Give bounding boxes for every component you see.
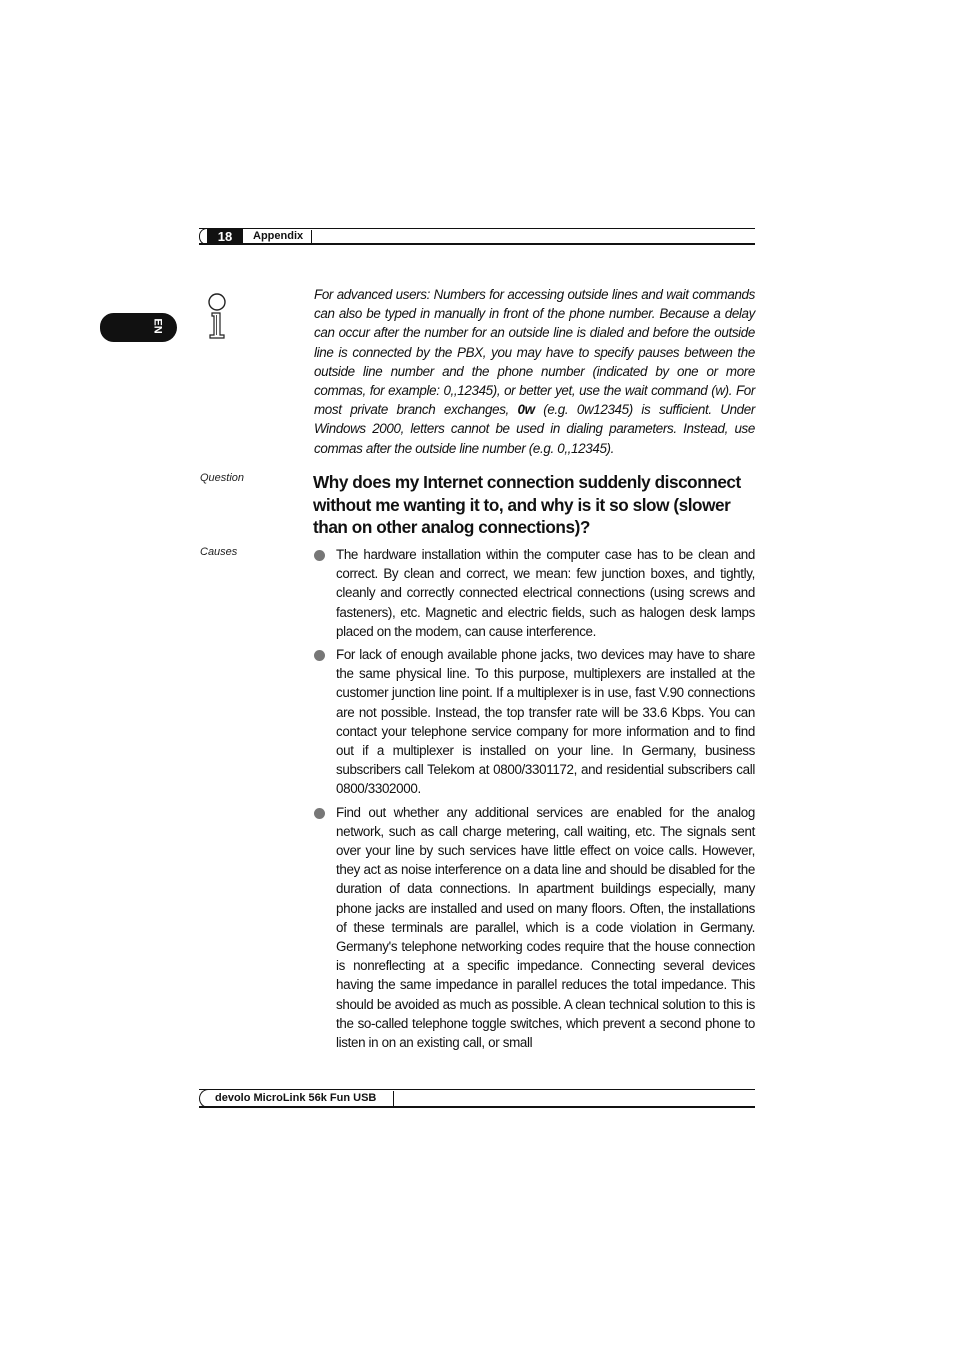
list-item <box>313 545 755 641</box>
list-item <box>313 645 755 799</box>
bullet-icon <box>314 808 325 819</box>
page-footer <box>199 1089 755 1108</box>
section-title: Appendix <box>253 230 304 242</box>
advanced-users-note <box>314 285 755 458</box>
language-tab <box>100 313 177 342</box>
header-separator <box>311 230 312 244</box>
bullet-icon <box>314 550 325 561</box>
header-cap <box>199 228 207 245</box>
footer-separator <box>393 1091 394 1106</box>
list-item <box>313 803 755 1053</box>
question-heading: Why does my Internet connection suddenly disconnect without me wanting it to, and why is it so slow (slower than on other analog connections)? <box>313 472 741 538</box>
language-label: EN <box>151 318 164 334</box>
page-number: 18 <box>207 228 243 245</box>
list-item-text: The hardware installation within the computer case has to be clean and correct. By clean and correct, we mean: few junction boxes, and tightly, cleanly and correctly connected electrical connections (using screws and fasteners), etc. Magnetic and electric fields, such as halogen desk lamps placed on the modem, can cause interference. <box>336 547 755 639</box>
causes-label: Causes <box>200 546 238 558</box>
note-emphasis: 0w <box>517 402 535 418</box>
list-item-text: Find out whether any additional services are enabled for the analog network, such as call charge metering, call waiting, etc. The signals sent over your line by such services have little effect on voice calls. However, they act as noise interference on a data line and should be disabled for the duration of data connections. In apartment buildings especially, many phone jacks are installed and used on many floors. Often, the installations of these terminals are parallel, which is a code violation in Germany. Germany's telephone networking codes require that the house connection is nonreflecting at a specific impedance. Connecting several devices having the same impedance in parallel reduces the total impedance. This should be avoided as much as possible. A clean technical solution to this is the so-called telephone toggle switches, which prevent a second phone to listen in on an existing call, or small <box>336 804 755 1051</box>
product-name: devolo MicroLink 56k Fun USB <box>215 1092 377 1104</box>
note-text-2: (e.g. 0w12345) is sufficient. Under Windows 2000, letters cannot be used in dialing parameters. Instead, use commas after the outside line number (e.g. 0,,12345). <box>314 402 755 456</box>
question-label: Question <box>200 472 245 484</box>
list-item-text: For lack of enough available phone jacks, two devices may have to share the same physical line. To this purpose, multiplexers are installed at the customer junction line point. If a multiplexer is in use, fast V.90 connections are not possible. Instead, the top transfer rate will be 33.6 Kbps. You can contact your telephone service company for more information and to find out if a multiplexer is installed on your line. In Germany, business subscribers call Telekom at 0800/3301172, and residential subscribers call 0800/3302000. <box>336 647 755 797</box>
causes-list <box>313 545 755 1056</box>
note-text-1: For advanced users: Numbers for accessing outside lines and wait commands can also be typed in manually in front of the phone number. Because a delay can occur after the number for an outside line is dialed and before the outside line is connected by the PBX, you may have to specify pauses between the outside line number and the phone number (indicated by one or more commas, for example: 0,,12345), or better yet, use the wait command (w). For most private branch exchanges, <box>314 287 755 418</box>
info-icon <box>204 293 230 339</box>
bullet-icon <box>314 650 325 661</box>
page-header <box>199 228 755 245</box>
